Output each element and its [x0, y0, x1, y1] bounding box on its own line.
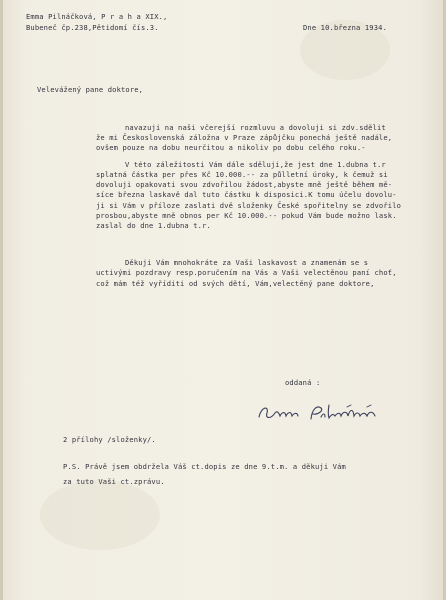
attachments-note: 2 přílohy /složenky/.: [63, 435, 156, 444]
body-line: navazuji na naši včerejší rozmluvu a dovoluji si zdv.sdělit: [125, 123, 386, 132]
body-line: ovšem pouze na dobu neurčitou a nikoliv po dobu celého roku.-: [96, 143, 366, 152]
paper-stain: [40, 480, 160, 550]
body-line: zaslal do dne 1.dubna t.r.: [96, 221, 211, 230]
page-edge-left: [0, 0, 3, 600]
sender-address-line: Bubeneč čp.238,Pětidomí čís.3.: [26, 23, 159, 32]
postscript-line: za tuto Vaši ct.zprávu.: [63, 477, 165, 486]
body-line: ji si Vám v příloze zaslati dvě složenky České spořitelny se zdvořilo: [96, 201, 402, 210]
thanks-line: což mám též vyříditi od svých dětí, Vám,velectěný pane doktore,: [96, 279, 375, 288]
sender-name-line: Emma Pilnáčková, P r a h a XIX.,: [26, 12, 168, 21]
body-line: splatná částka per přes Kč 10.000.-- za půlletní úroky, k čemuž si: [96, 170, 388, 179]
thanks-line: Děkuji Vám mnohokráte za Vaši laskavost a znamenám se s: [125, 258, 369, 267]
handwritten-signature: [255, 399, 390, 425]
body-line: síce března laskavě dal tuto částku k disposici.K tomu účelu dovolu-: [96, 190, 397, 199]
closing: oddaná :: [285, 378, 321, 387]
body-line: V této záležitosti Vám dále sděluji,že jest dne 1.dubna t.r: [125, 160, 386, 169]
body-line: prosbou,abyste mně obnos per Kč 10.000.-- pokud Vám bude možno lask.: [96, 211, 397, 220]
postscript-line: P.S. Právě jsem obdržela Váš ct.dopis ze dne 9.t.m. a děkuji Vám: [63, 462, 346, 471]
signature-scribble: [255, 399, 390, 425]
body-line: že mi Československá záložna v Praze zápůjčku ponechá ještě nadále,: [96, 133, 393, 142]
salutation: Velevážený pane doktore,: [37, 85, 144, 94]
letter-date: Dne 10.března 1934.: [303, 23, 387, 32]
body-line: dovoluji opakovati svou zdvořilou žádost,abyste mně ještě během mě-: [96, 180, 393, 189]
thanks-line: uctivými pozdravy resp.poručením na Vás a Vaši velectěnou paní choť,: [96, 268, 397, 277]
